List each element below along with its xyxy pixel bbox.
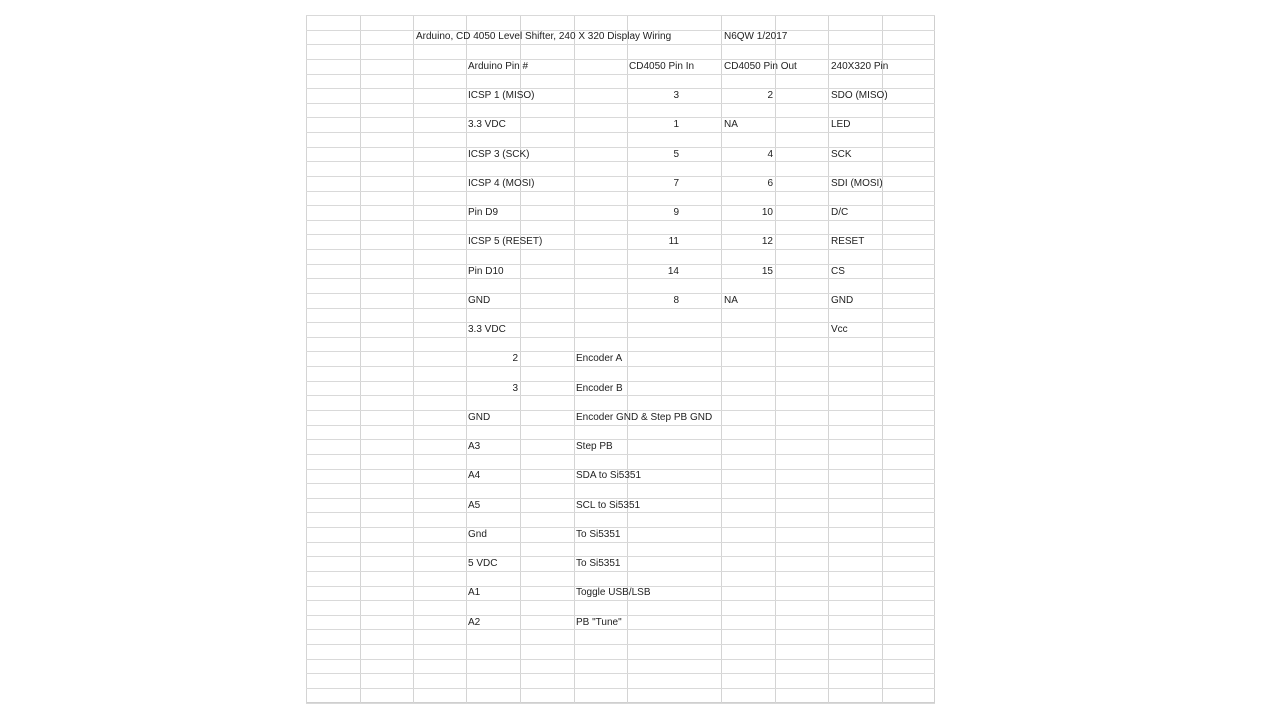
- row-connection: Encoder GND & Step PB GND: [576, 412, 713, 423]
- row-connection: Toggle USB/LSB: [576, 587, 651, 598]
- row-cd4050-pin-out: NA: [724, 295, 738, 306]
- row-display-pin: LED: [831, 119, 851, 130]
- row-cd4050-pin-out: 10: [761, 207, 773, 218]
- grid-row-line: [306, 542, 935, 543]
- row-display-pin: CS: [831, 266, 845, 277]
- row-arduino-pin: ICSP 1 (MISO): [468, 90, 535, 101]
- row-arduino-pin: A2: [468, 617, 481, 628]
- grid-row-line: [306, 176, 935, 177]
- grid-row-line: [306, 512, 935, 513]
- grid-row-line: [306, 278, 935, 279]
- row-cd4050-pin-out: 15: [761, 266, 773, 277]
- row-connection: To Si5351: [576, 529, 621, 540]
- grid-row-line: [306, 337, 935, 338]
- grid-row-line: [306, 425, 935, 426]
- row-connection: To Si5351: [576, 558, 621, 569]
- grid-row-line: [306, 161, 935, 162]
- grid-row-line: [306, 249, 935, 250]
- grid-row-line: [306, 395, 935, 396]
- grid-row-line: [306, 483, 935, 484]
- grid-row-line: [306, 15, 935, 16]
- row-cd4050-pin-out: NA: [724, 119, 738, 130]
- grid-row-line: [306, 293, 935, 294]
- grid-row-line: [306, 688, 935, 689]
- grid-row-line: [306, 703, 935, 704]
- grid-row-line: [306, 308, 935, 309]
- grid-row-line: [306, 644, 935, 645]
- row-cd4050-pin-in: 14: [667, 266, 679, 277]
- row-cd4050-pin-in: 7: [673, 178, 679, 189]
- row-arduino-pin: Gnd: [468, 529, 487, 540]
- row-arduino-pin: 2: [512, 353, 518, 364]
- row-display-pin: Vcc: [831, 324, 848, 335]
- row-cd4050-pin-in: 9: [673, 207, 679, 218]
- grid-row-line: [306, 234, 935, 235]
- grid-row-line: [306, 322, 935, 323]
- row-connection: SCL to Si5351: [576, 500, 641, 511]
- row-display-pin: D/C: [831, 207, 849, 218]
- row-cd4050-pin-in: 5: [673, 149, 679, 160]
- grid-row-line: [306, 147, 935, 148]
- row-arduino-pin: 3.3 VDC: [468, 119, 506, 130]
- header-cd4050-pin-out: CD4050 Pin Out: [724, 61, 797, 72]
- grid-row-line: [306, 117, 935, 118]
- row-cd4050-pin-out: 2: [767, 90, 773, 101]
- row-connection: SDA to Si5351: [576, 470, 642, 481]
- header-display-pin: 240X320 Pin: [831, 61, 889, 72]
- grid-row-line: [306, 454, 935, 455]
- grid-row-line: [306, 44, 935, 45]
- row-display-pin: SDI (MOSI): [831, 178, 883, 189]
- grid-row-line: [306, 600, 935, 601]
- row-connection: Encoder A: [576, 353, 623, 364]
- grid-row-line: [306, 673, 935, 674]
- row-arduino-pin: 5 VDC: [468, 558, 498, 569]
- row-cd4050-pin-out: 4: [767, 149, 773, 160]
- row-arduino-pin: Pin D10: [468, 266, 504, 277]
- grid-row-line: [306, 366, 935, 367]
- grid-row-line: [306, 205, 935, 206]
- row-arduino-pin: ICSP 5 (RESET): [468, 236, 543, 247]
- row-display-pin: SCK: [831, 149, 852, 160]
- header-cd4050-pin-in: CD4050 Pin In: [629, 61, 695, 72]
- grid-row-line: [306, 264, 935, 265]
- grid-row-line: [306, 220, 935, 221]
- header-arduino-pin: Arduino Pin #: [468, 61, 529, 72]
- row-arduino-pin: A3: [468, 441, 481, 452]
- row-display-pin: RESET: [831, 236, 865, 247]
- row-display-pin: GND: [831, 295, 854, 306]
- grid-row-line: [306, 527, 935, 528]
- row-arduino-pin: A1: [468, 587, 481, 598]
- row-arduino-pin: GND: [468, 412, 491, 423]
- grid-row-line: [306, 571, 935, 572]
- grid-row-line: [306, 410, 935, 411]
- grid-row-line: [306, 381, 935, 382]
- row-cd4050-pin-in: 8: [673, 295, 679, 306]
- row-connection: Encoder B: [576, 383, 623, 394]
- row-arduino-pin: A5: [468, 500, 481, 511]
- grid-row-line: [306, 498, 935, 499]
- grid-row-line: [306, 132, 935, 133]
- grid-row-line: [306, 629, 935, 630]
- row-cd4050-pin-in: 11: [668, 236, 679, 247]
- grid-row-line: [306, 351, 935, 352]
- grid-row-line: [306, 615, 935, 616]
- row-arduino-pin: A4: [468, 470, 481, 481]
- grid-row-line: [306, 659, 935, 660]
- row-arduino-pin: ICSP 3 (SCK): [468, 149, 530, 160]
- sheet-title: Arduino, CD 4050 Level Shifter, 240 X 320 Display Wiring: [416, 31, 672, 42]
- row-arduino-pin: GND: [468, 295, 491, 306]
- row-cd4050-pin-out: 12: [761, 236, 773, 247]
- row-cd4050-pin-in: 1: [673, 119, 679, 130]
- grid-row-line: [306, 556, 935, 557]
- row-arduino-pin: 3.3 VDC: [468, 324, 506, 335]
- row-connection: Step PB: [576, 441, 613, 452]
- grid-row-line: [306, 88, 935, 89]
- row-connection: PB "Tune": [576, 617, 622, 628]
- grid-row-line: [306, 59, 935, 60]
- row-arduino-pin: Pin D9: [468, 207, 499, 218]
- row-arduino-pin: ICSP 4 (MOSI): [468, 178, 535, 189]
- grid-row-line: [306, 439, 935, 440]
- grid-row-line: [306, 191, 935, 192]
- grid-row-line: [306, 103, 935, 104]
- row-display-pin: SDO (MISO): [831, 90, 888, 101]
- row-cd4050-pin-in: 3: [673, 90, 679, 101]
- grid-row-line: [306, 74, 935, 75]
- row-arduino-pin: 3: [512, 383, 518, 394]
- sheet-author: N6QW 1/2017: [724, 31, 788, 42]
- row-cd4050-pin-out: 6: [767, 178, 773, 189]
